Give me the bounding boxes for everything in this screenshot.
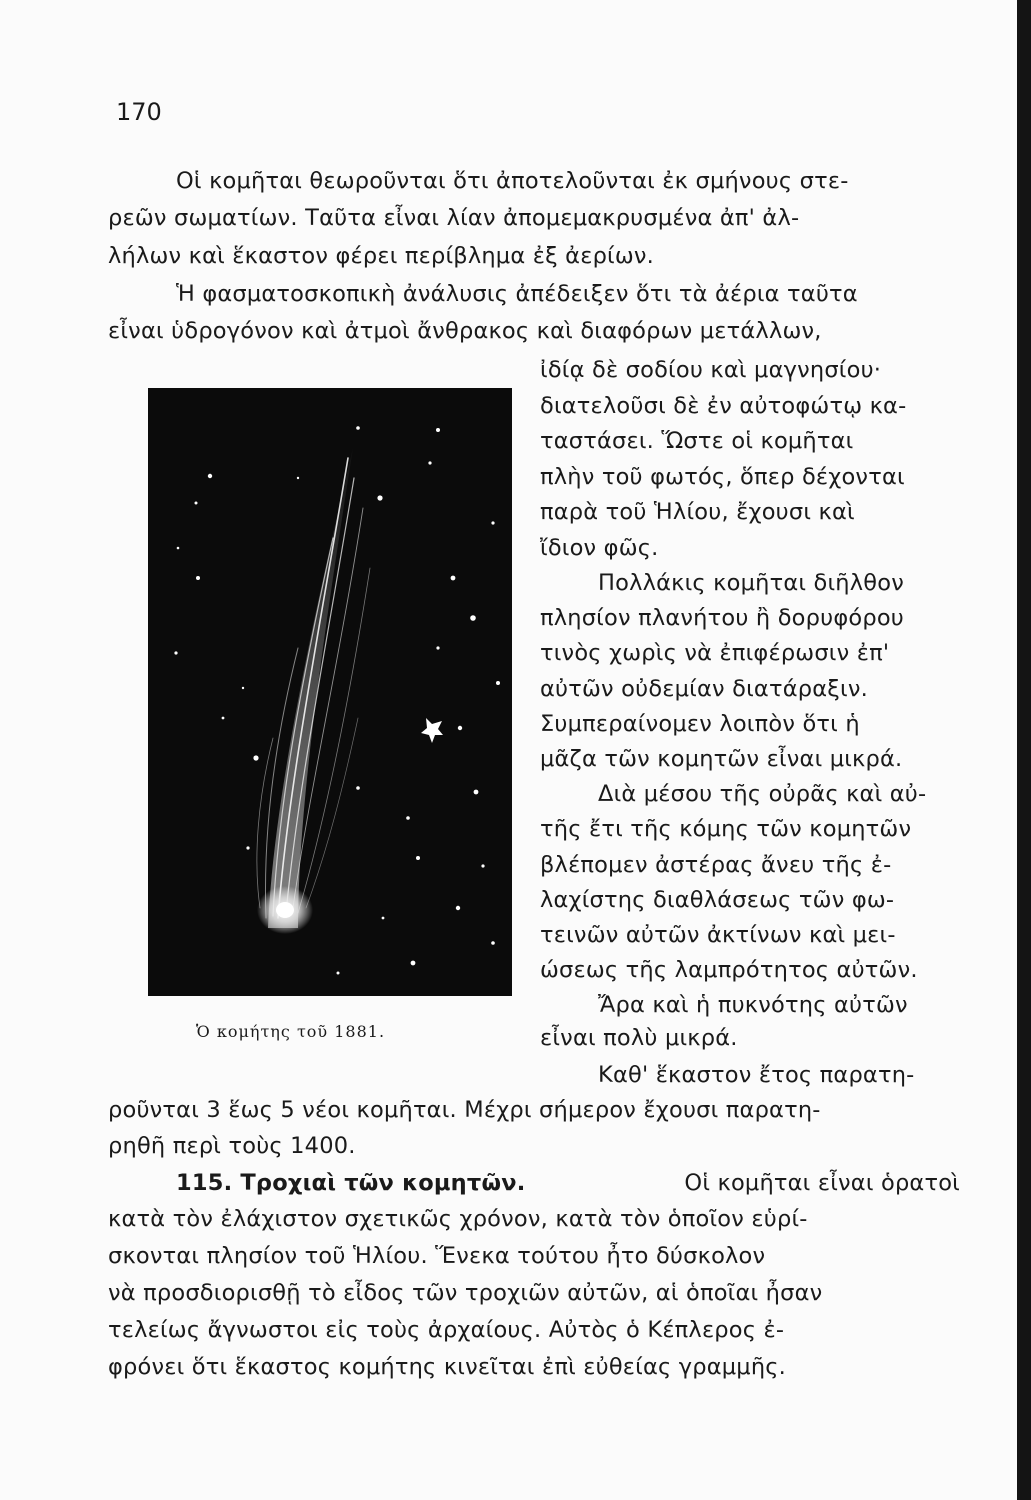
text-line: Καθ' ἕκαστον ἔτος παρατη- [598,1062,915,1088]
section-heading: 115. Τροχιαὶ τῶν κομητῶν. [176,1170,526,1196]
text-line: λαχίστης διαθλάσεως τῶν φω- [540,887,895,913]
text-line: διατελοῦσι δὲ ἐν αὐτοφώτῳ κα- [540,393,907,419]
text-line: αὐτῶν οὐδεμίαν διατάραξιν. [540,676,868,702]
text-line: Ἄρα καὶ ἡ πυκνότης αὐτῶν [598,992,908,1018]
text-line: μᾶζα τῶν κομητῶν εἶναι μικρά. [540,746,903,772]
text-line: ροῦνται 3 ἕως 5 νέοι κομῆται. Μέχρι σήμερον ἔχουσι παρατη- [108,1097,821,1123]
text-line: τελείως ἄγνωστοι εἰς τοὺς ἀρχαίους. Αὐτὸς ὁ Κέπλερος ἐ- [108,1317,785,1343]
text-line: φρόνει ὅτι ἕκαστος κομήτης κινεῖται ἐπὶ εὐθείας γραμμῆς. [108,1354,787,1380]
text-line: Συμπεραίνομεν λοιπὸν ὅτι ἡ [540,711,860,737]
text-line: εἶναι πολὺ μικρά. [540,1025,738,1051]
text-line: τινὸς χωρὶς νὰ ἐπιφέρωσιν ἐπ' [540,640,890,666]
text-line: λήλων καὶ ἕκαστον φέρει περίβλημα ἐξ ἀερίων. [108,243,655,269]
page-edge-shadow [1017,0,1031,1500]
text-line: πλησίον πλανήτου ἢ δορυφόρου [540,605,905,631]
comet-illustration [148,388,512,996]
text-line: Πολλάκις κομῆται διῆλθον [598,570,904,596]
text-line: Οἱ κομῆται θεωροῦνται ὅτι ἀποτελοῦνται ἐκ σμήνους στε- [176,168,849,194]
text-line: νὰ προσδιορισθῇ τὸ εἶδος τῶν τροχιῶν αὐτῶν, αἱ ὁποῖαι ἦσαν [108,1280,823,1306]
comet-drawing [148,388,512,996]
text-line: ρηθῆ περὶ τοὺς 1400. [108,1133,356,1159]
text-line: Διὰ μέσου τῆς οὐρᾶς καὶ αὐ- [598,781,927,807]
text-line: πλὴν τοῦ φωτός, ὅπερ δέχονται [540,464,905,490]
text-line: ώσεως τῆς λαμπρότητος αὐτῶν. [540,957,918,983]
text-line: Ἡ φασματοσκοπικὴ ἀνάλυσις ἀπέδειξεν ὅτι τὰ ἀέρια ταῦτα [176,281,858,307]
page-number: 170 [116,98,162,126]
text-line: τῆς ἔτι τῆς κόμης τῶν κομητῶν [540,816,912,842]
text-line: ταστάσει. Ὥστε οἱ κομῆται [540,428,854,454]
text-line: ἰδίᾳ δὲ σοδίου καὶ μαγνησίου· [540,357,882,383]
text-line: ρεῶν σωματίων. Ταῦτα εἶναι λίαν ἀπομεμακρυσμένα ἀπ' ἀλ- [108,205,800,231]
text-line: εἶναι ὑδρογόνον καὶ ἀτμοὶ ἄνθρακος καὶ διαφόρων μετάλλων, [108,318,822,344]
figure-caption: Ὁ κομήτης τοῦ 1881. [196,1022,386,1041]
text-line: παρὰ τοῦ Ἡλίου, ἔχουσι καὶ [540,499,855,525]
text-line: τεινῶν αὐτῶν ἀκτίνων καὶ μει- [540,922,896,948]
text-line: βλέπομεν ἀστέρας ἄνευ τῆς ἐ- [540,852,892,878]
section-heading-line: 115. Τροχιαὶ τῶν κομητῶν. Οἱ κομῆται εἶναι ὁρατοὶ [176,1170,960,1196]
text-line: σκονται πλησίον τοῦ Ἡλίου. Ἕνεκα τούτου ἦτο δύσκολον [108,1243,766,1269]
text-line: κατὰ τὸν ἐλάχιστον σχετικῶς χρόνον, κατὰ τὸν ὁποῖον εὑρί- [108,1206,808,1232]
text-line: ἴδιον φῶς. [540,535,659,561]
